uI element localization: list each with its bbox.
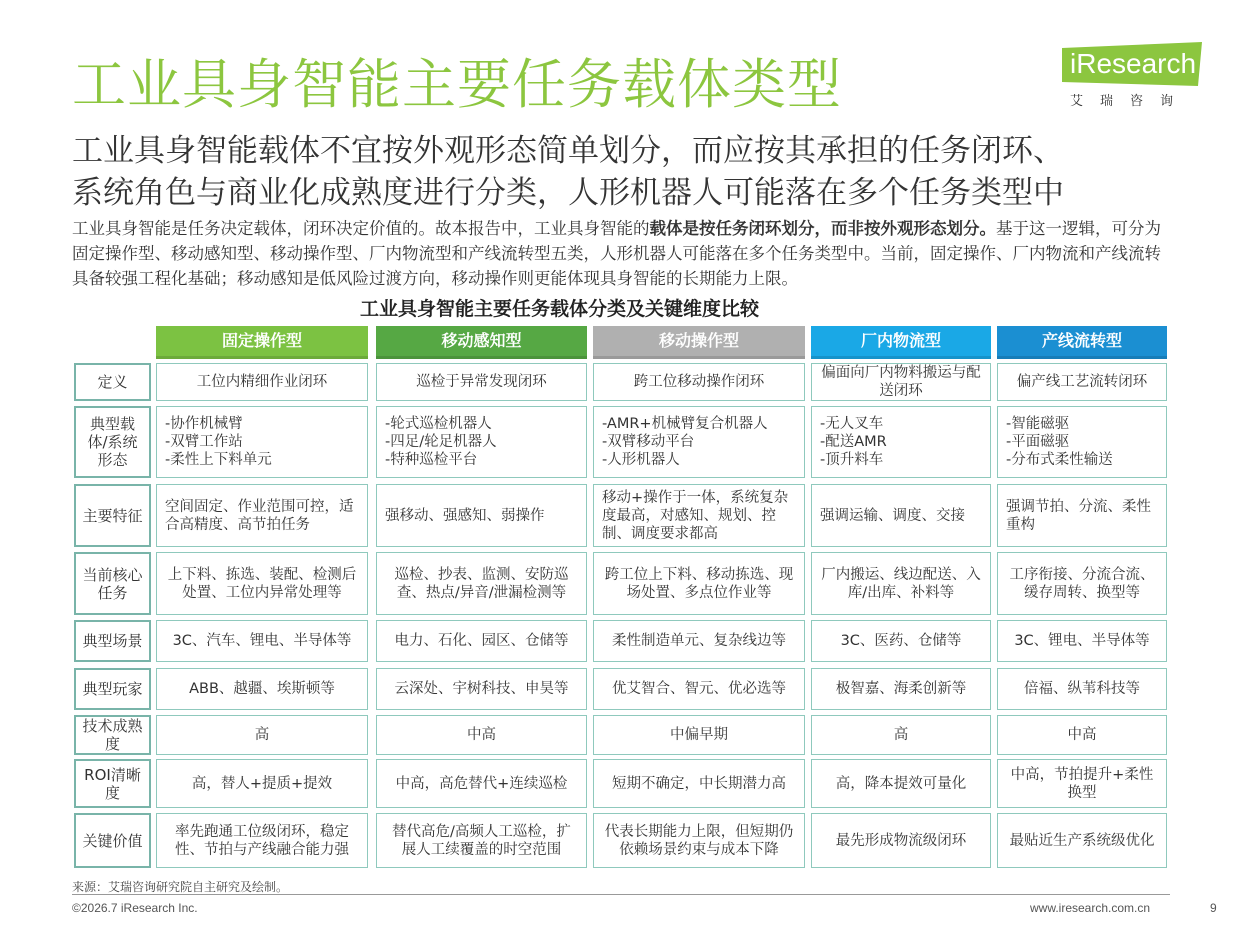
table-cell: 偏面向厂内物料搬运与配送闭环	[811, 363, 991, 401]
page-subtitle	[72, 130, 1182, 214]
table-cell	[997, 406, 1167, 478]
table-cell: 强调节拍、分流、柔性重构	[997, 484, 1167, 547]
table-cell: 柔性制造单元、复杂线边等	[593, 620, 805, 662]
table-cell: 高，替人+提质+提效	[156, 759, 368, 808]
subtitle-line-2: 系统角色与商业化成熟度进行分类，人形机器人可能落在多个任务类型中	[72, 175, 1064, 211]
table-cell: 工位内精细作业闭环	[156, 363, 368, 401]
table-cell	[376, 406, 587, 478]
footer-divider	[72, 894, 1170, 895]
table-cell: 代表长期能力上限，但短期仍依赖场景约束与成本下降	[593, 813, 805, 868]
table-cell: 极智嘉、海柔创新等	[811, 668, 991, 710]
column-header: 产线流转型	[997, 326, 1167, 359]
row-label: 当前核心任务	[74, 552, 151, 615]
table-cell: ABB、越疆、埃斯顿等	[156, 668, 368, 710]
table-cell: 跨工位移动操作闭环	[593, 363, 805, 401]
row-label: 关键价值	[74, 813, 151, 868]
table-cell: 率先跑通工位级闭环，稳定性、节拍与产线融合能力强	[156, 813, 368, 868]
table-cell: 3C、汽车、锂电、半导体等	[156, 620, 368, 662]
table-cell: 云深处、宇树科技、申昊等	[376, 668, 587, 710]
table-cell: 优艾智合、智元、优必选等	[593, 668, 805, 710]
intro-text-a: 工业具身智能是任务决定载体，闭环决定价值的。故本报告中，工业具身智能的	[72, 219, 650, 238]
table-cell: 中高	[376, 715, 587, 755]
cell-list-item: -智能磁驱	[1006, 416, 1070, 432]
column-header: 移动操作型	[593, 326, 805, 359]
table-cell: 巡检、抄表、监测、安防巡查、热点/异音/泄漏检测等	[376, 552, 587, 615]
table-cell: 最先形成物流级闭环	[811, 813, 991, 868]
logo-text: iResearch	[1070, 48, 1197, 79]
table-cell: 强调运输、调度、交接	[811, 484, 991, 547]
row-label: 定义	[74, 363, 151, 401]
table-cell: 3C、锂电、半导体等	[997, 620, 1167, 662]
table-cell: 上下料、拣选、装配、检测后处置、工位内异常处理等	[156, 552, 368, 615]
copyright: ©2026.7 iResearch Inc.	[72, 901, 198, 915]
intro-text-b: 基于这一逻辑，可分为固定操作型、移动感知型、移动操作型、厂内物流型和产线流转型五类，人形机器人可能落在多个任务类型中。当前，固定操作、厂内物流和产线流转具备较强工程化基础；移动感知是低风险过渡方向，移动操作则更能体现具身智能的长期能力上限。	[72, 219, 1161, 288]
cell-list-item: -特种巡检平台	[385, 452, 478, 468]
table-cell: 移动+操作于一体，系统复杂度最高，对感知、规划、控制、调度要求都高	[593, 484, 805, 547]
cell-list-item: -平面磁驱	[1006, 434, 1070, 450]
table-cell: 高，降本提效可量化	[811, 759, 991, 808]
intro-bold-text: 载体是按任务闭环划分，而非按外观形态划分。	[649, 219, 996, 238]
table-cell: 中偏早期	[593, 715, 805, 755]
comparison-table	[72, 326, 1172, 870]
table-cell: 替代高危/高频人工巡检，扩展人工续覆盖的时空范围	[376, 813, 587, 868]
intro-paragraph	[72, 216, 1172, 291]
cell-list-item: -分布式柔性输送	[1006, 452, 1113, 468]
cell-list-item: -柔性上下料单元	[165, 452, 272, 468]
table-cell: 空间固定、作业范围可控，适合高精度、高节拍任务	[156, 484, 368, 547]
table-cell: 强移动、强感知、弱操作	[376, 484, 587, 547]
table-cell: 倍福、纵苇科技等	[997, 668, 1167, 710]
table-cell: 中高	[997, 715, 1167, 755]
cell-list-item: -双臂移动平台	[602, 434, 695, 450]
table-title: 工业具身智能主要任务载体分类及关键维度比较	[360, 298, 760, 320]
table-cell: 巡检于异常发现闭环	[376, 363, 587, 401]
row-label: 典型载体/系统形态	[74, 406, 151, 478]
cell-list-item: -轮式巡检机器人	[385, 416, 492, 432]
table-cell: 短期不确定，中长期潜力高	[593, 759, 805, 808]
logo-chinese-name: 艾瑞咨询	[1070, 94, 1191, 109]
row-label: ROI清晰度	[74, 759, 151, 808]
column-header: 厂内物流型	[811, 326, 991, 359]
page-title: 工业具身智能主要任务载体类型	[72, 53, 842, 116]
page-number: 9	[1210, 901, 1217, 915]
table-cell	[593, 406, 805, 478]
subtitle-line-1: 工业具身智能载体不宜按外观形态简单划分，而应按其承担的任务闭环、	[72, 133, 1064, 169]
source-note: 来源：艾瑞咨询研究院自主研究及绘制。	[72, 880, 289, 894]
table-cell: 高	[811, 715, 991, 755]
website: www.iresearch.com.cn	[1030, 901, 1151, 915]
cell-list-item: -协作机械臂	[165, 416, 243, 432]
table-cell: 偏产线工艺流转闭环	[997, 363, 1167, 401]
cell-list-item: -顶升料车	[820, 452, 884, 468]
table-cell	[156, 406, 368, 478]
table-cell: 高	[156, 715, 368, 755]
table-cell: 中高，节拍提升+柔性换型	[997, 759, 1167, 808]
cell-list-item: -人形机器人	[602, 452, 680, 468]
iresearch-logo	[1062, 40, 1207, 110]
table-cell: 工序衔接、分流合流、缓存周转、换型等	[997, 552, 1167, 615]
table-cell	[811, 406, 991, 478]
table-cell: 电力、石化、园区、仓储等	[376, 620, 587, 662]
cell-list-item: -配送AMR	[820, 434, 887, 450]
table-cell: 厂内搬运、线边配送、入库/出库、补料等	[811, 552, 991, 615]
table-cell: 跨工位上下料、移动拣选、现场处置、多点位作业等	[593, 552, 805, 615]
cell-list-item: -无人叉车	[820, 416, 884, 432]
row-label: 主要特征	[74, 484, 151, 547]
row-label: 典型玩家	[74, 668, 151, 710]
column-header: 固定操作型	[156, 326, 368, 359]
table-cell: 最贴近生产系统级优化	[997, 813, 1167, 868]
cell-list-item: -AMR+机械臂复合机器人	[602, 416, 768, 432]
table-cell: 中高，高危替代+连续巡检	[376, 759, 587, 808]
row-label: 技术成熟度	[74, 715, 151, 755]
cell-list-item: -双臂工作站	[165, 434, 243, 450]
row-label: 典型场景	[74, 620, 151, 662]
column-header: 移动感知型	[376, 326, 587, 359]
cell-list-item: -四足/轮足机器人	[385, 434, 497, 450]
table-cell: 3C、医药、仓储等	[811, 620, 991, 662]
